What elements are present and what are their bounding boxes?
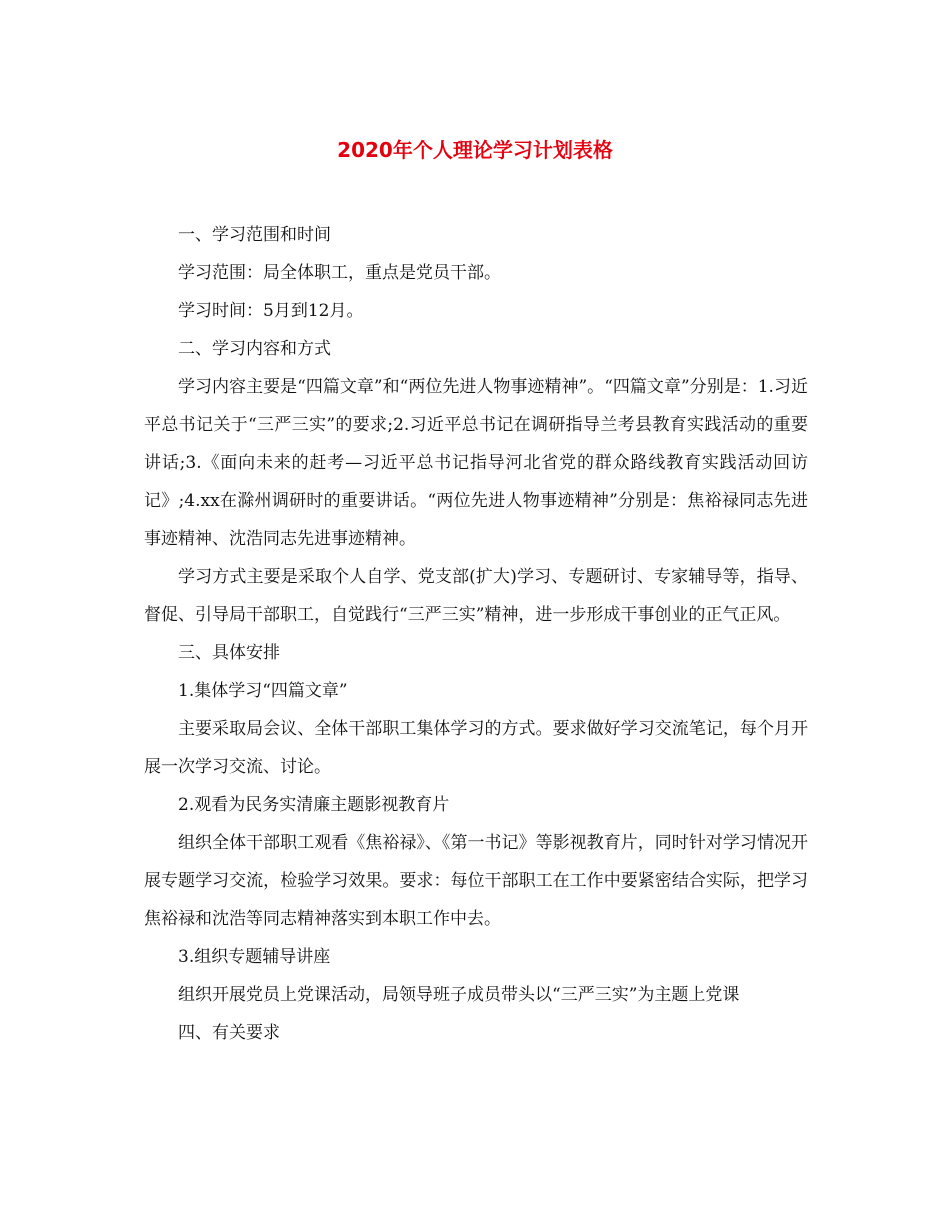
document-title: 2020年个人理论学习计划表格	[337, 138, 613, 162]
paragraph-collective-study: 主要采取局会议、全体干部职工集体学习的方式。要求做好学习交流笔记，每个月开展一次学习交流、讨论。	[144, 719, 808, 777]
section-heading-arrangement: 三、具体安排	[178, 643, 280, 663]
paragraph-study-time: 学习时间：5月到12月。	[178, 301, 364, 321]
subheading-watch-films: 2.观看为民务实清廉主题影视教育片	[178, 795, 450, 815]
section-heading-content-method: 二、学习内容和方式	[178, 339, 331, 359]
paragraph-study-scope: 学习范围：局全体职工，重点是党员干部。	[178, 263, 501, 283]
document-body	[144, 216, 808, 1052]
paragraph-lectures: 组织开展党员上党课活动，局领导班子成员带头以“三严三实”为主题上党课	[178, 985, 740, 1005]
paragraph-study-content: 学习内容主要是“四篇文章”和“两位先进人物事迹精神”。“四篇文章”分别是：1.习近平总书记关于“三严三实”的要求;2.习近平总书记在调研指导兰考县教育实践活动的重要讲话;3.《面向未来的赶考—习近平总书记指导河北省党的群众路线教育实践活动回访记》;4.xx在滁州调研时的重要讲话。“两位先进人物事迹精神”分别是：焦裕禄同志先进事迹精神、沈浩同志先进事迹精神。	[144, 377, 808, 549]
paragraph-study-method: 学习方式主要是采取个人自学、党支部(扩大)学习、专题研讨、专家辅导等，指导、督促、引导局干部职工，自觉践行“三严三实”精神，进一步形成干事创业的正气正风。	[144, 567, 808, 625]
paragraph-watch-films: 组织全体干部职工观看《焦裕禄》、《第一书记》等影视教育片，同时针对学习情况开展专题学习交流，检验学习效果。要求：每位干部职工在工作中要紧密结合实际，把学习焦裕禄和沈浩等同志精神落实到本职工作中去。	[144, 833, 808, 929]
subheading-lectures: 3.组织专题辅导讲座	[178, 947, 331, 967]
subheading-collective-study: 1.集体学习“四篇文章”	[178, 681, 348, 701]
section-heading-requirements: 四、有关要求	[178, 1023, 280, 1043]
section-heading-scope-time: 一、学习范围和时间	[178, 225, 331, 245]
